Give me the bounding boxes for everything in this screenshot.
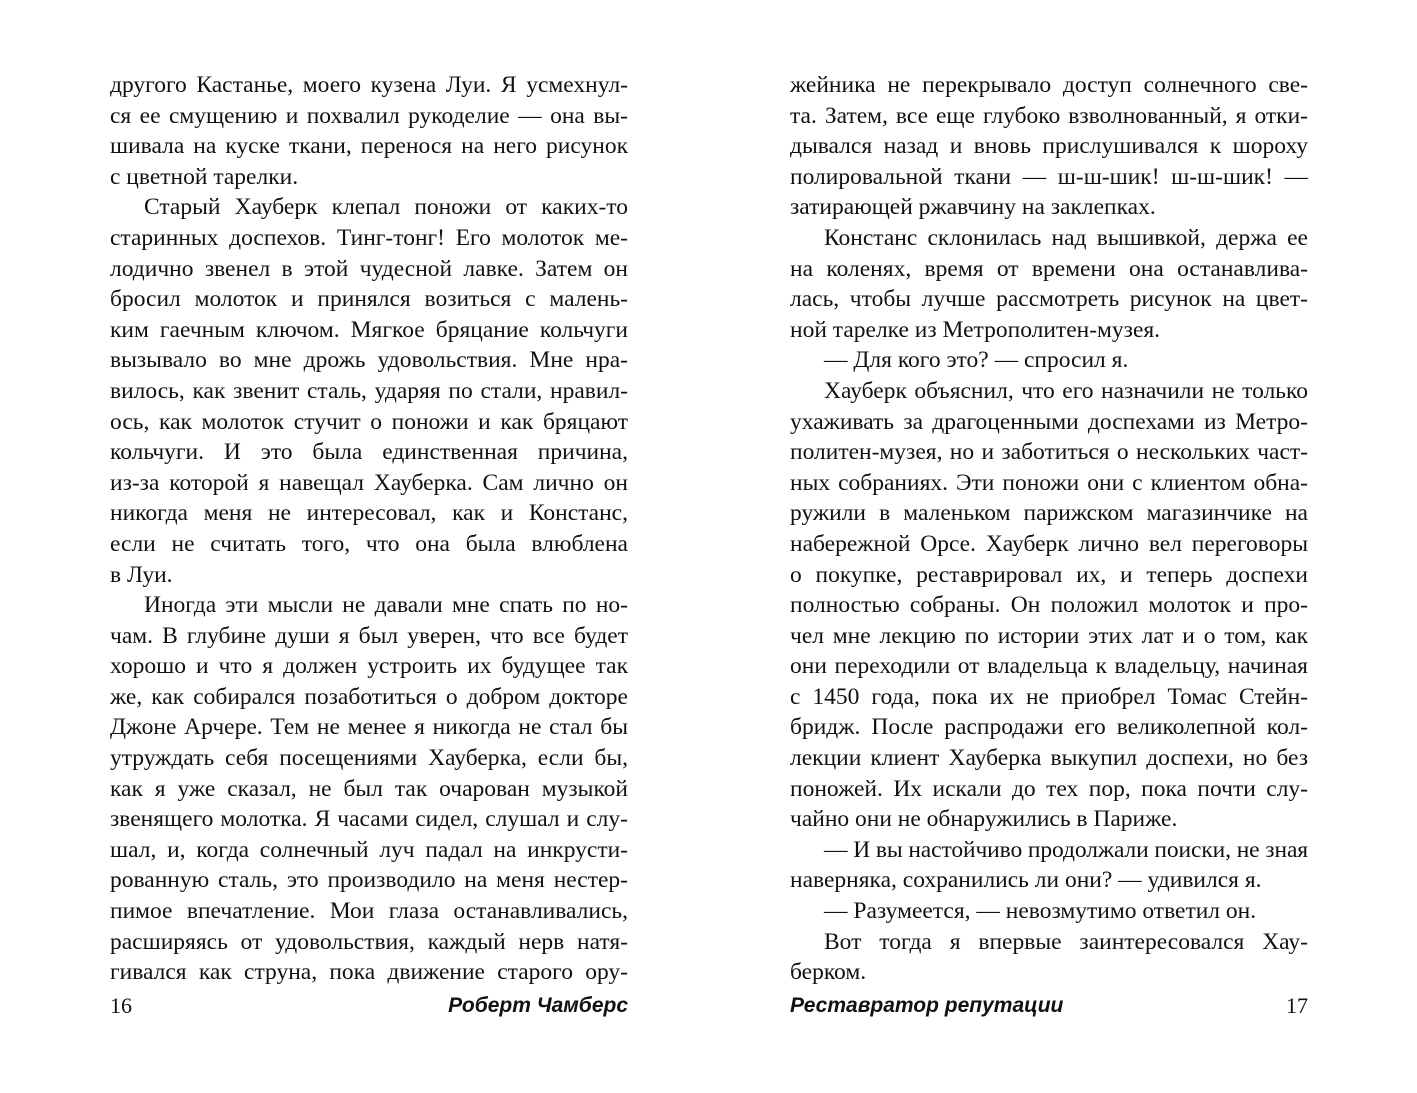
text-line: ухаживать за драгоценными доспехами из Метро- xyxy=(790,408,1308,435)
text-line: вилось, как звенит сталь, ударяя по стали, нравил- xyxy=(110,377,628,404)
text-line: ных собраниях. Эти поножи они с клиентом обна- xyxy=(790,469,1308,496)
right-page xyxy=(708,0,1417,1093)
text-line: пимое впечатление. Мои глаза останавливались, xyxy=(110,898,628,925)
text-line: жейника не перекрывало доступ солнечного све- xyxy=(790,72,1308,98)
text-line: полировальной ткани — ш-ш-шик! ш-ш-шик! — xyxy=(790,163,1308,190)
text-line: расширяясь от удовольствия, каждый нерв натя- xyxy=(110,928,628,955)
text-line: звенящего молотка. Я часами сидел, слушал и слу- xyxy=(110,806,628,833)
text-line: Иногда эти мысли не давали мне спать по но- xyxy=(144,592,628,619)
running-title-author: Роберт Чамберс xyxy=(448,994,628,1017)
text-line: чайно они не обнаружились в Париже. xyxy=(790,806,1178,833)
text-line: утруждать себя посещениями Хауберка, если бы, xyxy=(110,745,628,772)
text-line: лекции клиент Хауберка выкупил доспехи, но без xyxy=(790,745,1308,772)
left-page-text xyxy=(110,70,628,988)
text-line: ся ее смущению и похвалил рукоделие — она вы- xyxy=(110,102,628,129)
text-line: старинных доспехов. Тинг-тонг! Его молоток ме- xyxy=(110,224,628,251)
text-line: бросил молоток и принялся возиться с малень- xyxy=(110,286,628,313)
text-line: ной тарелке из Метрополитен-музея. xyxy=(790,316,1161,343)
text-line: кольчуги. И это была единственная причина, xyxy=(110,439,628,466)
text-line: Джоне Арчере. Тем не менее я никогда не стал бы xyxy=(110,714,628,741)
text-line: как я уже сказал, не был так очарован музыкой xyxy=(110,775,628,802)
text-line: бридж. После распродажи его великолепной кол- xyxy=(790,714,1308,741)
text-line: о покупке, реставрировал их, и теперь доспехи xyxy=(790,561,1308,588)
text-line: шивала на куске ткани, перенося на него рисунок xyxy=(110,133,628,160)
text-line: Хауберк объяснил, что его назначили не только xyxy=(824,377,1308,404)
text-line: лодично звенел в этой чудесной лавке. Затем он xyxy=(110,255,628,282)
right-page-text xyxy=(790,70,1308,988)
running-title-book: Реставратор репутации xyxy=(790,994,1064,1017)
text-line: рованную сталь, это производило на меня нестер- xyxy=(110,867,628,894)
text-line: — Для кого это? — спросил я. xyxy=(824,347,1129,374)
text-line: та. Затем, все еще глубоко взволнованный, я отки- xyxy=(790,102,1308,129)
text-line: с 1450 года, пока их не приобрел Томас Стейн- xyxy=(790,683,1308,710)
text-line: лась, чтобы лучше рассмотреть рисунок на цвет- xyxy=(790,286,1308,313)
text-line: вызывало во мне дрожь удовольствия. Мне нра- xyxy=(110,347,628,374)
text-line: — Разумеется, — невозмутимо ответил он. xyxy=(824,898,1257,925)
text-line: Старый Хауберк клепал поножи от каких-то xyxy=(144,194,628,221)
text-line: Вот тогда я впервые заинтересовался Хау- xyxy=(824,928,1308,955)
text-line: хорошо и что я должен устроить их будущее так xyxy=(110,653,628,680)
text-line: из-за которой я навещал Хауберка. Сам лично он xyxy=(110,469,628,496)
text-line: Констанс склонилась над вышивкой, держа ее xyxy=(824,224,1308,251)
text-line: в Луи. xyxy=(110,561,173,588)
text-line: поножей. Их искали до тех пор, пока почти слу- xyxy=(790,775,1308,802)
left-page xyxy=(0,0,708,1093)
text-line: ось, как молоток стучит о поножи и как бряцают xyxy=(110,408,628,435)
text-line: на коленях, время от времени она останавлива- xyxy=(790,255,1308,282)
text-line: набережной Орсе. Хауберк лично вел переговоры xyxy=(790,530,1308,557)
text-line: наверняка, сохранились ли они? — удивился я. xyxy=(790,867,1262,894)
text-line: дывался назад и вновь прислушивался к шороху xyxy=(790,133,1308,160)
text-line: чел мне лекцию по истории этих лат и о том, как xyxy=(790,622,1308,649)
text-line: другого Кастанье, моего кузена Луи. Я усмехнул- xyxy=(110,72,628,98)
text-line: затирающей ржавчину на заклепках. xyxy=(790,194,1156,221)
text-line: с цветной тарелки. xyxy=(110,163,299,190)
text-line: политен-музея, но и заботиться о нескольких част- xyxy=(790,439,1308,466)
page-number-right: 17 xyxy=(1286,993,1308,1018)
text-line: полностью собраны. Он положил молоток и про- xyxy=(790,592,1308,619)
text-line: шал, и, когда солнечный луч падал на инкрусти- xyxy=(110,836,628,863)
text-line: никогда меня не интересовал, как и Констанс, xyxy=(110,500,628,527)
text-line: ружили в маленьком парижском магазинчике на xyxy=(790,500,1308,527)
text-line: чам. В глубине души я был уверен, что все будет xyxy=(110,622,628,649)
text-line: гивался как струна, пока движение старого ору- xyxy=(110,959,628,986)
text-line: они переходили от владельца к владельцу, начиная xyxy=(790,653,1308,680)
text-line: если не считать того, что она была влюблена xyxy=(110,530,628,557)
text-line: — И вы настойчиво продолжали поиски, не зная xyxy=(824,836,1308,863)
text-line: ким гаечным ключом. Мягкое бряцание кольчуги xyxy=(110,316,628,343)
page-number-left: 16 xyxy=(110,993,132,1018)
text-line: берком. xyxy=(790,959,867,986)
text-line: же, как собирался позаботиться о добром докторе xyxy=(110,683,628,710)
